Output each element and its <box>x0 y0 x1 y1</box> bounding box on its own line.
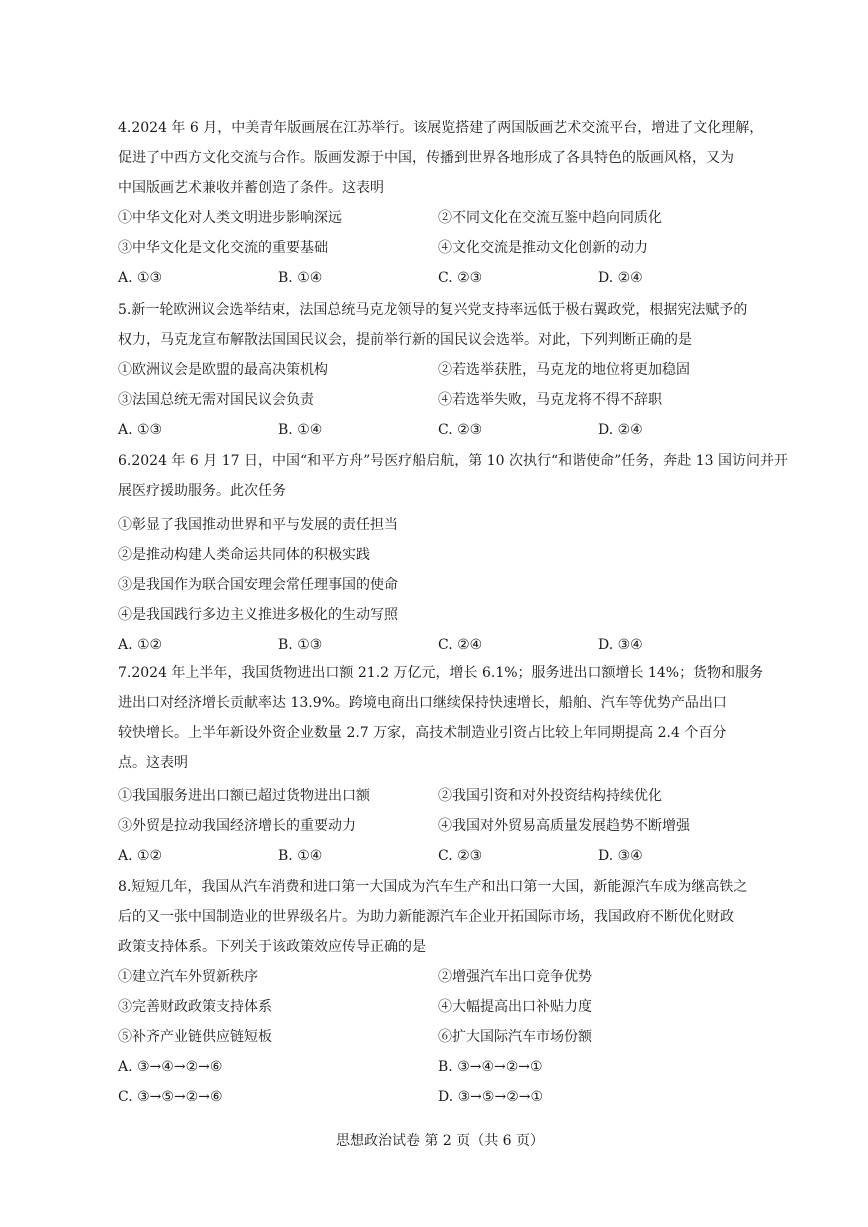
question-stem <box>118 658 764 778</box>
option-row <box>118 355 758 385</box>
option-row <box>118 203 758 233</box>
choice-row <box>118 1082 758 1112</box>
option-3: ③外贸是拉动我国经济增长的重要动力 <box>118 818 356 834</box>
stem-line: 8.短短几年，我国从汽车消费和进口第一大国成为汽车生产和出口第一大国，新能源汽车成为继高铁之 <box>118 879 748 895</box>
stem-line: 5.新一轮欧洲议会选举结束，法国总统马克龙领导的复兴党支持率远低于极右翼政党，根据宪法赋予的 <box>118 302 748 318</box>
choice-a: A. ①② <box>118 637 163 653</box>
answer-choices <box>118 415 758 445</box>
choice-d: D. ②④ <box>598 270 643 286</box>
stem-line: 后的又一张中国制造业的世界级名片。为助力新能源汽车企业开拓国际市场，我国政府不断优化财政 <box>118 909 734 925</box>
stem-line: 展医疗援助服务。此次任务 <box>118 483 286 499</box>
option-1: ①中华文化对人类文明进步影响深远 <box>118 210 342 226</box>
choice-c: C. ③→⑤→②→⑥ <box>118 1089 223 1105</box>
choice-c: C. ②③ <box>438 422 483 438</box>
option-2: ②若选举获胜，马克龙的地位将更加稳固 <box>438 362 690 378</box>
stem-line: 4.2024 年 6 月，中美青年版画展在江苏举行。该展览搭建了两国版画艺术交流平台，增进了文化理解， <box>118 120 764 136</box>
question-7 <box>118 658 764 871</box>
option-row <box>118 992 758 1022</box>
option-row <box>118 781 758 811</box>
choice-a: A. ①③ <box>118 422 163 438</box>
option-4: ④大幅提高出口补贴力度 <box>438 999 592 1015</box>
choice-a: A. ①② <box>118 848 163 864</box>
choice-d: D. ③→⑤→②→① <box>438 1089 544 1105</box>
option-2: ②增强汽车出口竞争优势 <box>438 969 592 985</box>
stem-line: 中国版画艺术兼收并蓄创造了条件。这表明 <box>118 180 384 196</box>
choice-b: B. ①④ <box>278 270 323 286</box>
stem-line: 促进了中西方文化交流与合作。版画发源于中国，传播到世界各地形成了各具特色的版画风格，又为 <box>118 150 734 166</box>
stem-line: 权力，马克龙宣布解散法国国民议会，提前举行新的国民议会选举。对此，下列判断正确的是 <box>118 332 692 348</box>
stem-line: 6.2024 年 6 月 17 日，中国“和平方舟”号医疗船启航，第 10 次执行“和谐使命”任务，奔赴 13 国访问并开 <box>118 453 789 469</box>
option-3: ③法国总统无需对国民议会负责 <box>118 392 314 408</box>
option-row <box>118 962 758 992</box>
question-stem <box>118 872 758 962</box>
choice-c: C. ②③ <box>438 848 483 864</box>
option-5: ⑤补齐产业链供应链短板 <box>118 1029 272 1045</box>
choice-row <box>118 1052 758 1082</box>
option-row <box>118 1022 758 1052</box>
question-stem <box>118 113 764 203</box>
choice-b: B. ③→④→②→① <box>438 1059 543 1075</box>
option-3: ③中华文化是文化交流的重要基础 <box>118 240 328 256</box>
answer-choices <box>118 841 758 871</box>
question-8 <box>118 872 758 1112</box>
option-4: ④若选举失败，马克龙将不得不辞职 <box>438 392 662 408</box>
option-4: ④文化交流是推动文化创新的动力 <box>438 240 648 256</box>
choice-a: A. ③→④→②→⑥ <box>118 1059 223 1075</box>
choice-a: A. ①③ <box>118 270 163 286</box>
option-1: ①我国服务进出口额已超过货物进出口额 <box>118 788 370 804</box>
option-3: ③完善财政政策支持体系 <box>118 999 272 1015</box>
option-2: ②是推动构建人类命运共同体的积极实践 <box>118 547 370 563</box>
option-row <box>118 811 758 841</box>
option-1: ①欧洲议会是欧盟的最高决策机构 <box>118 362 328 378</box>
choice-c: C. ②③ <box>438 270 483 286</box>
page-footer: 思想政治试卷 第 2 页（共 6 页） <box>335 1133 545 1149</box>
option-row <box>118 385 758 415</box>
stem-line: 7.2024 年上半年，我国货物进出口额 21.2 万亿元，增长 6.1%；服务进出口额增长 14%；货物和服务 <box>118 665 764 681</box>
choice-d: D. ③④ <box>598 848 643 864</box>
stem-line: 进出口对经济增长贡献率达 13.9%。跨境电商出口继续保持快速增长，船舶、汽车等优势产品出口 <box>118 695 727 711</box>
stem-line: 点。这表明 <box>118 755 188 771</box>
question-stem <box>118 295 758 355</box>
choice-d: D. ②④ <box>598 422 643 438</box>
choice-b: B. ①④ <box>278 848 323 864</box>
choice-c: C. ②④ <box>438 637 483 653</box>
choice-b: B. ①④ <box>278 422 323 438</box>
choice-b: B. ①③ <box>278 637 323 653</box>
stem-line: 政策支持体系。下列关于该政策效应传导正确的是 <box>118 939 426 955</box>
answer-choices <box>118 263 758 293</box>
question-stem <box>118 446 789 506</box>
option-1: ①彰显了我国推动世界和平与发展的责任担当 <box>118 517 398 533</box>
question-6 <box>118 446 789 660</box>
question-5 <box>118 295 758 445</box>
option-1: ①建立汽车外贸新秩序 <box>118 969 258 985</box>
option-2: ②我国引资和对外投资结构持续优化 <box>438 788 662 804</box>
option-3: ③是我国作为联合国安理会常任理事国的使命 <box>118 577 398 593</box>
question-4 <box>118 113 764 293</box>
option-4: ④我国对外贸易高质量发展趋势不断增强 <box>438 818 690 834</box>
stem-line: 较快增长。上半年新设外资企业数量 2.7 万家，高技术制造业引资占比较上年同期提高 2.4 个百分 <box>118 725 727 741</box>
option-row <box>118 233 758 263</box>
option-4: ④是我国践行多边主义推进多极化的生动写照 <box>118 607 398 623</box>
option-2: ②不同文化在交流互鉴中趋向同质化 <box>438 210 662 226</box>
answer-choices <box>118 630 758 660</box>
option-6: ⑥扩大国际汽车市场份额 <box>438 1029 592 1045</box>
choice-d: D. ③④ <box>598 637 643 653</box>
